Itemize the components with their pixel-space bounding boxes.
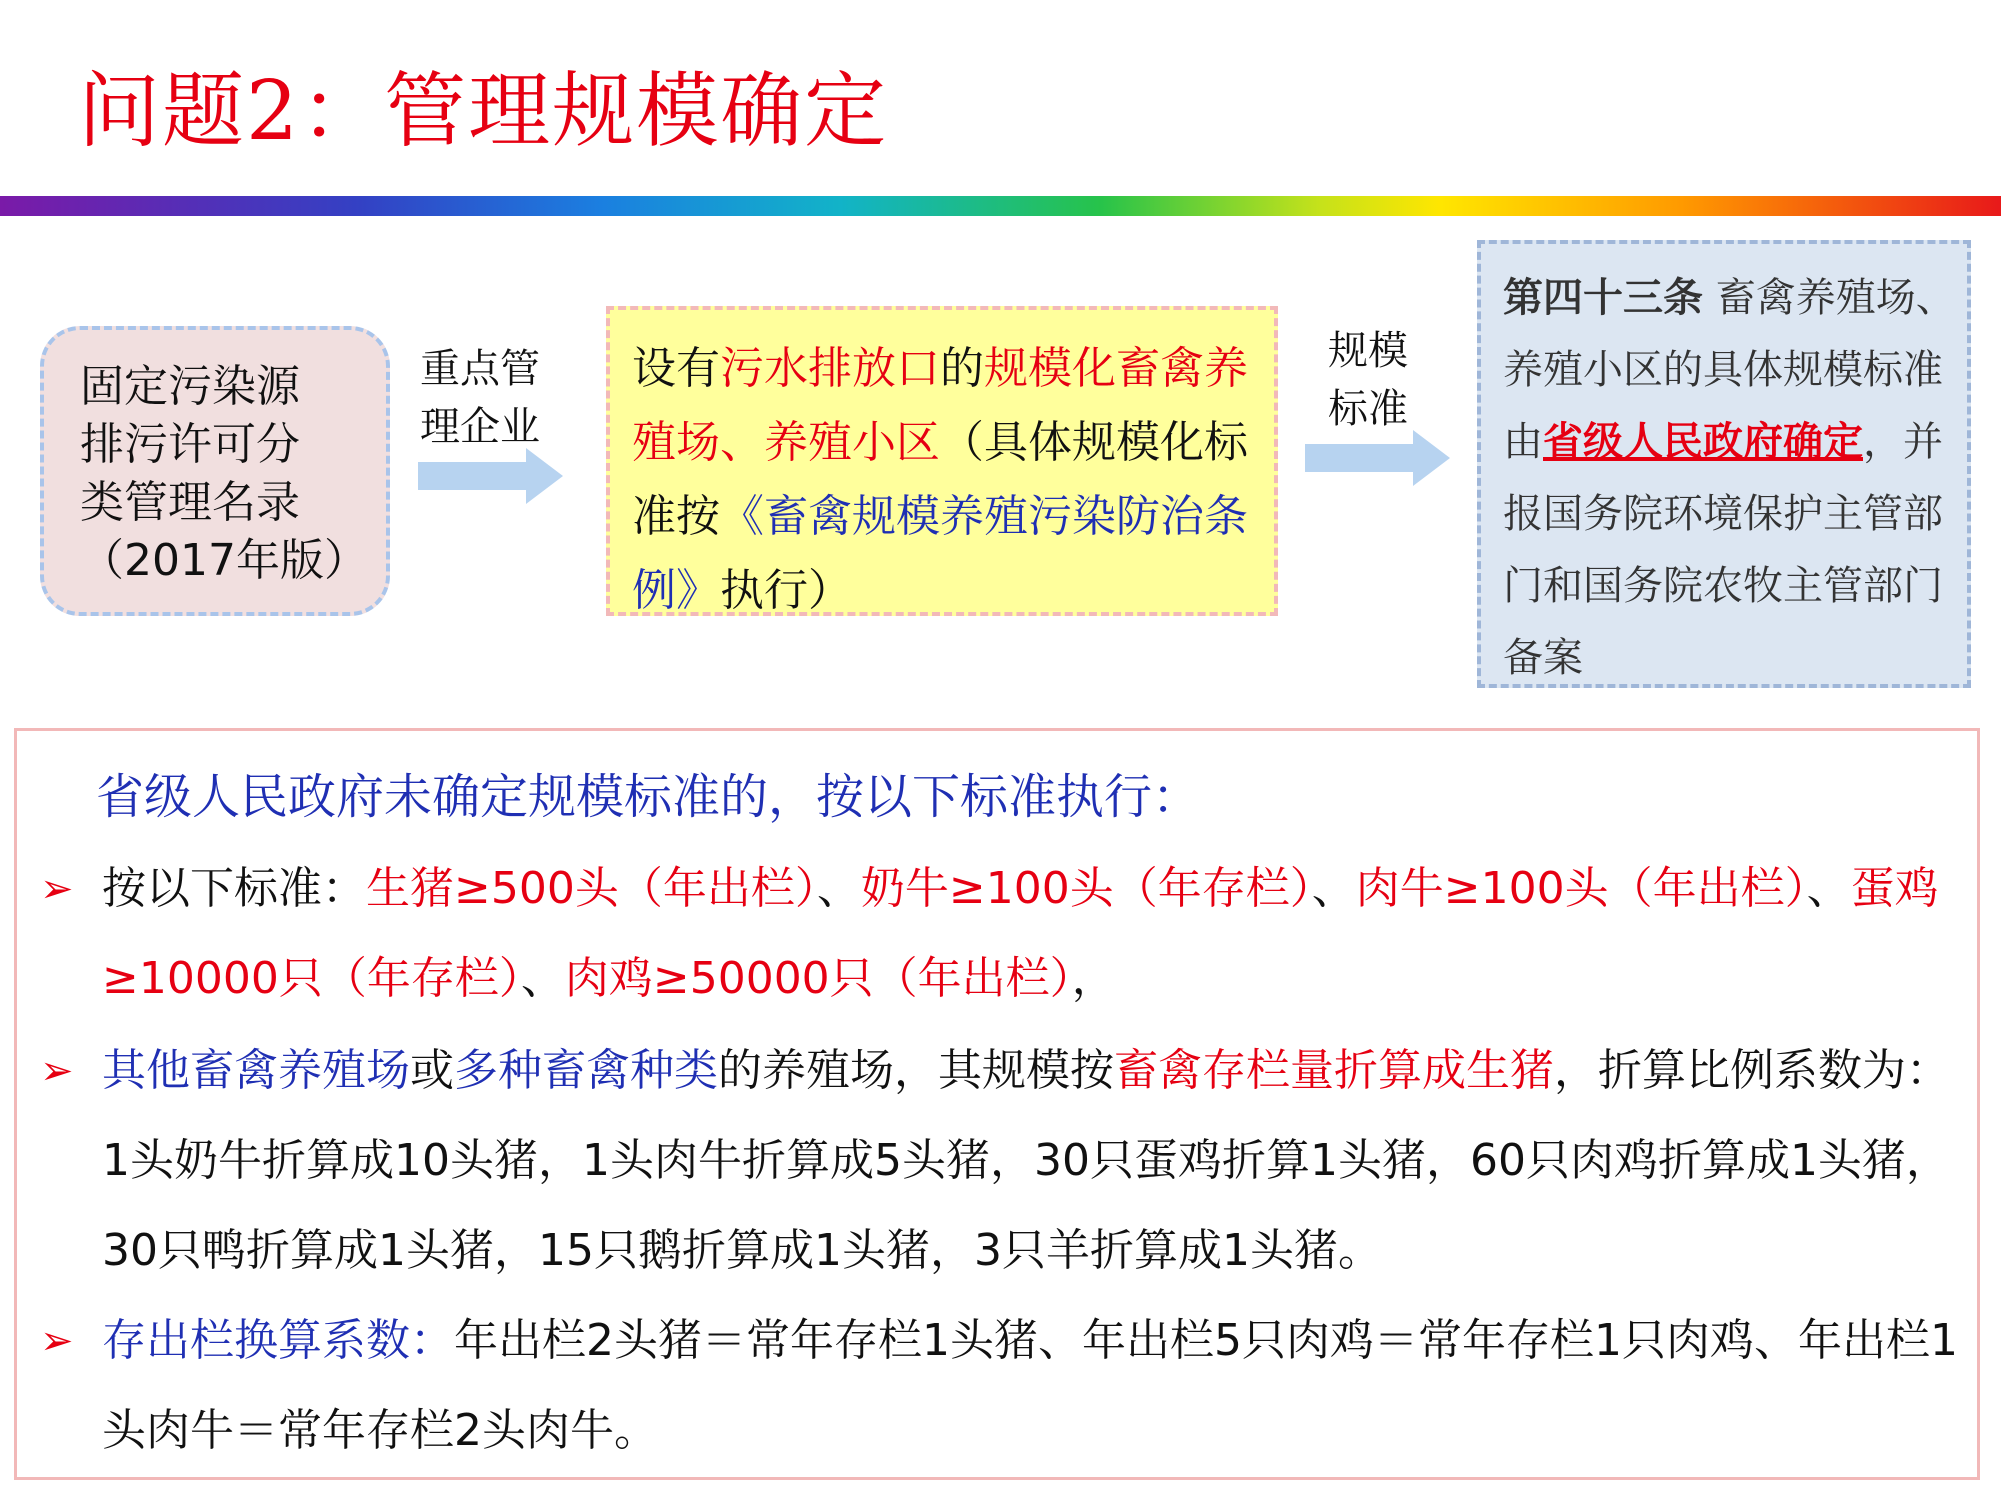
box-line: 排污许可分 [80,419,300,470]
label-line: 重点管 [420,346,540,392]
slide-title: 问题2：管理规模确定 [78,64,889,159]
box-line: 固定污染源 [80,361,300,412]
right-arrow-icon [1305,430,1450,486]
key-enterprise-label [420,340,560,456]
bullet-item: ➢ 其他畜禽养殖场或多种畜禽种类的养殖场，其规模按畜禽存栏量折算成生猪，折算比例系数为：1头奶牛折算成10头猪，1头肉牛折算成5头猪，30只蛋鸡折算1头猪，60只肉鸡折算成1头猪，30只鸭折算成1头猪，15只鹅折算成1头猪，3只羊折算成1头猪。 [40,1026,1960,1296]
bullet-item: ➢ 按以下标准：生猪≥500头（年出栏）、奶牛≥100头（年存栏）、肉牛≥100头（年出栏）、蛋鸡≥10000只（年存栏）、肉鸡≥50000只（年出栏）， [40,844,1960,1024]
scale-farm-definition-box: 设有污水排放口的规模化畜禽养殖场、养殖小区（具体规模化标准按《畜禽规模养殖污染防治条例》执行） [606,306,1278,616]
right-arrow-icon [418,448,563,504]
box-line: （2017年版） [80,535,368,586]
label-line: 规模 [1328,328,1408,374]
label-line: 标准 [1328,386,1408,432]
pollution-source-directory-box [40,326,390,616]
box-line: 类管理名录 [80,477,300,528]
arrow-bullet-icon: ➢ [40,1318,74,1364]
arrow-bullet-icon: ➢ [40,866,74,912]
scale-standard-label [1328,322,1428,438]
article-43-box: 第四十三条 畜禽养殖场、养殖小区的具体规模标准由省级人民政府确定，并报国务院环境保护主管部门和国务院农牧主管部门备案 [1477,240,1971,688]
rainbow-divider [0,196,2001,216]
default-standards-heading: 省级人民政府未确定规模标准的，按以下标准执行： [96,769,1201,825]
bullet-item: ➢ 存出栏换算系数：年出栏2头猪＝常年存栏1头猪、年出栏5只肉鸡＝常年存栏1只肉鸡、年出栏1头肉牛＝常年存栏2头肉牛。 [40,1296,1960,1476]
arrow-bullet-icon: ➢ [40,1048,74,1094]
label-line: 理企业 [420,404,540,450]
